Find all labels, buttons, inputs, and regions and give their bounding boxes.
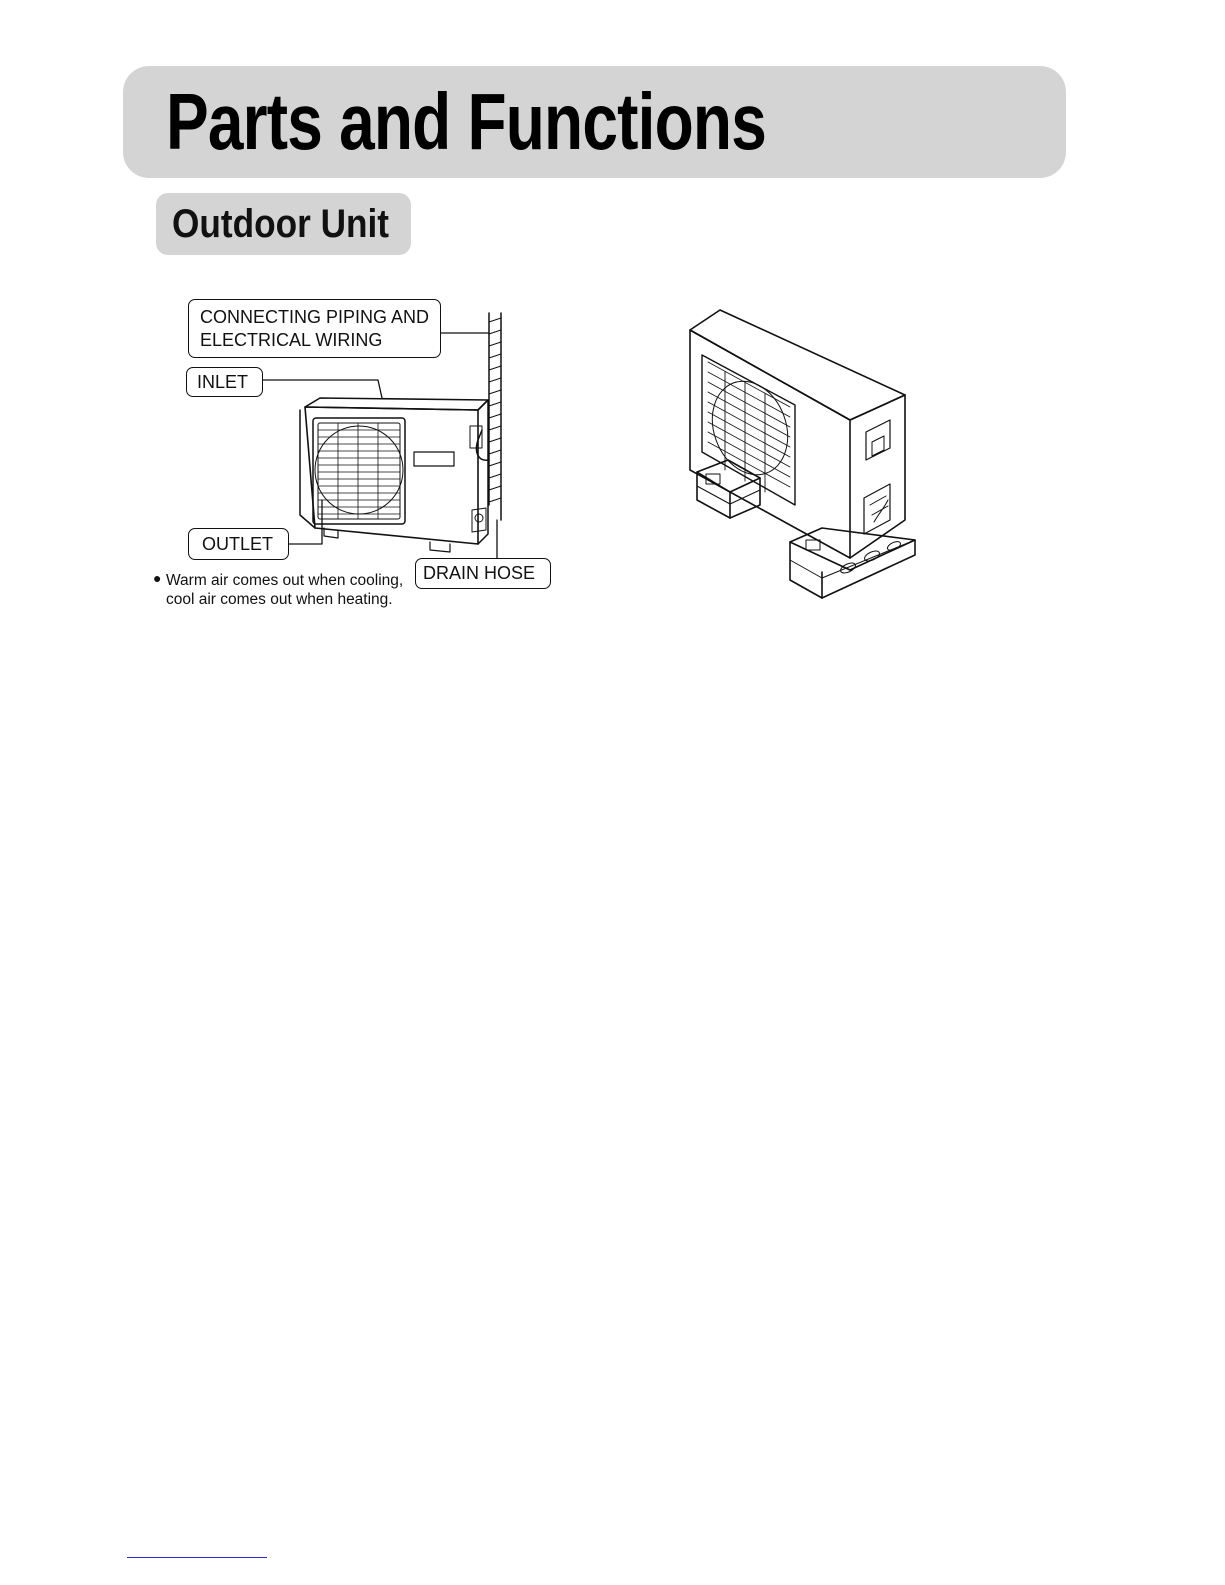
- label-drain-hose: [415, 558, 551, 589]
- label-outlet: [188, 528, 289, 560]
- label-inlet-text: INLET: [197, 372, 249, 392]
- footer-rule: [127, 1557, 267, 1558]
- airflow-note: [153, 571, 403, 609]
- label-connecting-piping-line1: CONNECTING PIPING AND: [200, 307, 430, 327]
- section-title: Outdoor Unit: [172, 202, 390, 246]
- label-connecting-piping: [188, 299, 441, 358]
- unit-cabinet: [690, 310, 905, 558]
- label-connecting-piping-line2: ELECTRICAL WIRING: [200, 330, 383, 350]
- airflow-note-line1: Warm air comes out when cooling,: [166, 572, 404, 589]
- outdoor-unit-on-blocks-illustration: [0, 0, 1225, 640]
- airflow-note-line2: cool air comes out when heating.: [166, 591, 393, 608]
- label-drain-hose-text: DRAIN HOSE: [423, 563, 536, 583]
- label-outlet-text: OUTLET: [202, 534, 274, 554]
- label-inlet: [186, 367, 263, 397]
- support-blocks: [697, 460, 915, 598]
- bullet-icon: ●: [153, 570, 162, 586]
- page-title: Parts and Functions: [166, 77, 766, 166]
